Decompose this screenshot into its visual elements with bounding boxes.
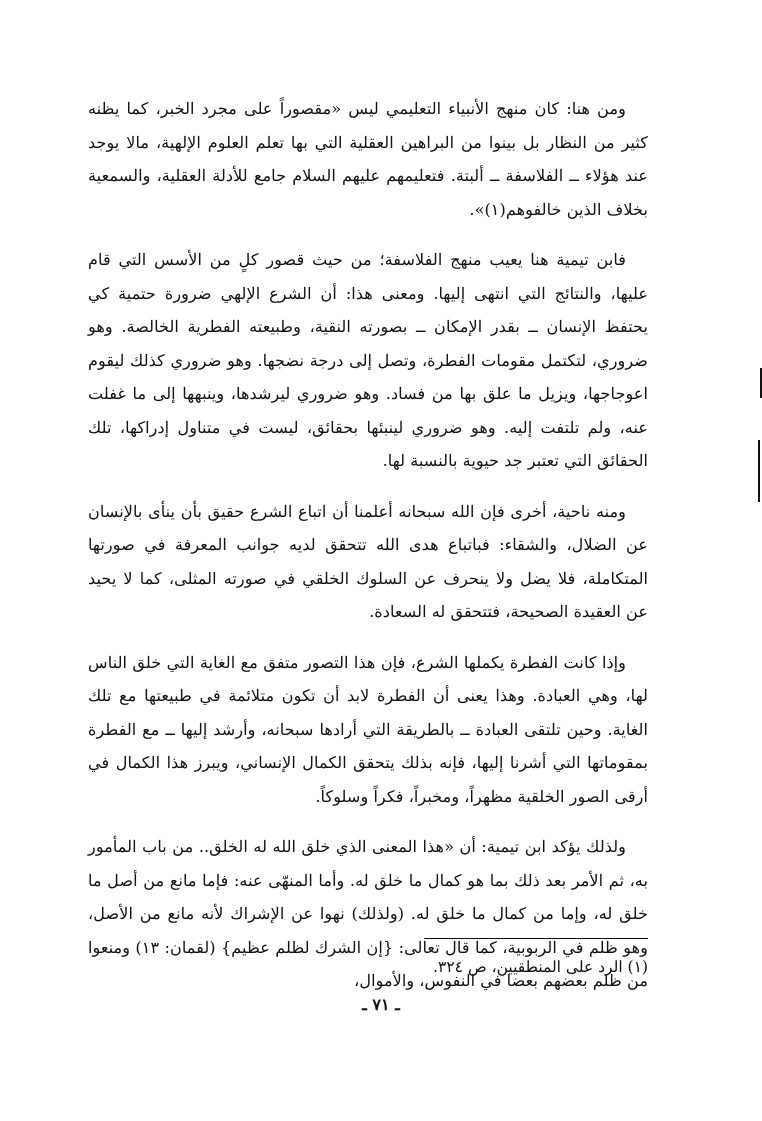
page-number: ـ ٧١ ـ <box>362 995 400 1014</box>
paragraph-1: ومن هنا: كان منهج الأنبياء التعليمي ليس «مقصوراً على مجرد الخبر، كما يظنه كثير من النظار بل بينوا من البراهين العقلية التي بها تعلم العلوم الإلهية، مالا يوجد عند هؤلاء ــ الفلاسفة ــ ألبتة. فتعليمهم عليهم السلام جامع للأدلة العقلية، والسمعية بخلاف الذين خالفوهم(١)». <box>88 99 648 219</box>
scan-edge-mark <box>760 368 762 398</box>
scan-edge-mark <box>758 440 760 502</box>
footnote-divider <box>424 938 648 939</box>
paragraph-5: ولذلك يؤكد ابن تيمية: أن «هذا المعنى الذي خلق الله له الخلق.. من باب المأمور به، ثم الأمر بعد ذلك بما هو كمال ما خلق له. وأما المنهّى عنه: فإما مانع من أصل ما خلق له، وإما من كمال ما خلق له. (ولذلك) نهوا عن الإشراك لأنه مانع من الأصل، وهو ظلم في الربوبية، كما قال تعالى: {إن الشرك لظلم عظيم} (لقمان: ١٣) ومنعوا من ظلم بعضهم بعضا في النفوس، والأموال، <box>88 837 648 990</box>
footnote: (١) الرد على المنطقيين، ص ٣٢٤. <box>433 958 648 976</box>
page-body <box>88 92 648 998</box>
paragraph-3: ومنه ناحية، أخرى فإن الله سبحانه أعلمنا أن اتباع الشرع حقيق بأن ينأى بالإنسان عن الضلال، والشقاء: فباتباع هدى الله تتحقق لديه جوانب المعرفة في صورتها المتكاملة، فلا يضل ولا ينحرف عن السلوك الخلقي في صورته المثلى، كما لا يحيد عن العقيدة الصحيحة، فتتحقق له السعادة. <box>88 501 648 621</box>
paragraph-4: وإذا كانت الفطرة يكملها الشرع، فإن هذا التصور متفق مع الغاية التي خلق الناس لها، وهي العبادة. وهذا يعنى أن الفطرة لابد أن تكون متلائمة في طبيعتها مع تلك الغاية. وحين تلتقى العبادة ــ بالطريقة التي أرادها سبحانه، وأرشد إليها ــ مع الفطرة بمقوماتها التي أشرنا إليها، فإنه بذلك يتحقق الكمال الإنساني، ويبرز هذا الكمال في أرقى الصور الخلقية مظهراً، ومخبراً، فكراً وسلوكاً. <box>88 652 648 806</box>
paragraph-2: فابن تيمية هنا يعيب منهج الفلاسفة؛ من حيث قصور كلٍ من الأسس التي قام عليها، والنتائج التي انتهى إليها. ومعنى هذا: أن الشرع الإلهي ضرورة حتمية كي يحتفظ الإنسان ــ بقدر الإمكان ــ بصورته النقية، وطبيعته الفطرية الخالصة. وهو ضروري، لتكتمل مقومات الفطرة، وتصل إلى درجة نضجها. وهو ضروري كذلك ليقوم اعوجاجها، ويزيل ما علق بها من فساد. وهو ضروري ليرشدها، وينبهها إلى ما غفلت عنه، ولم تلتفت إليه. وهو ضروري لينبئها بحقائق، ليست في متناول إدراكها، تلك الحقائق التي تعتبر جد حيوية بالنسبة لها. <box>88 250 648 470</box>
